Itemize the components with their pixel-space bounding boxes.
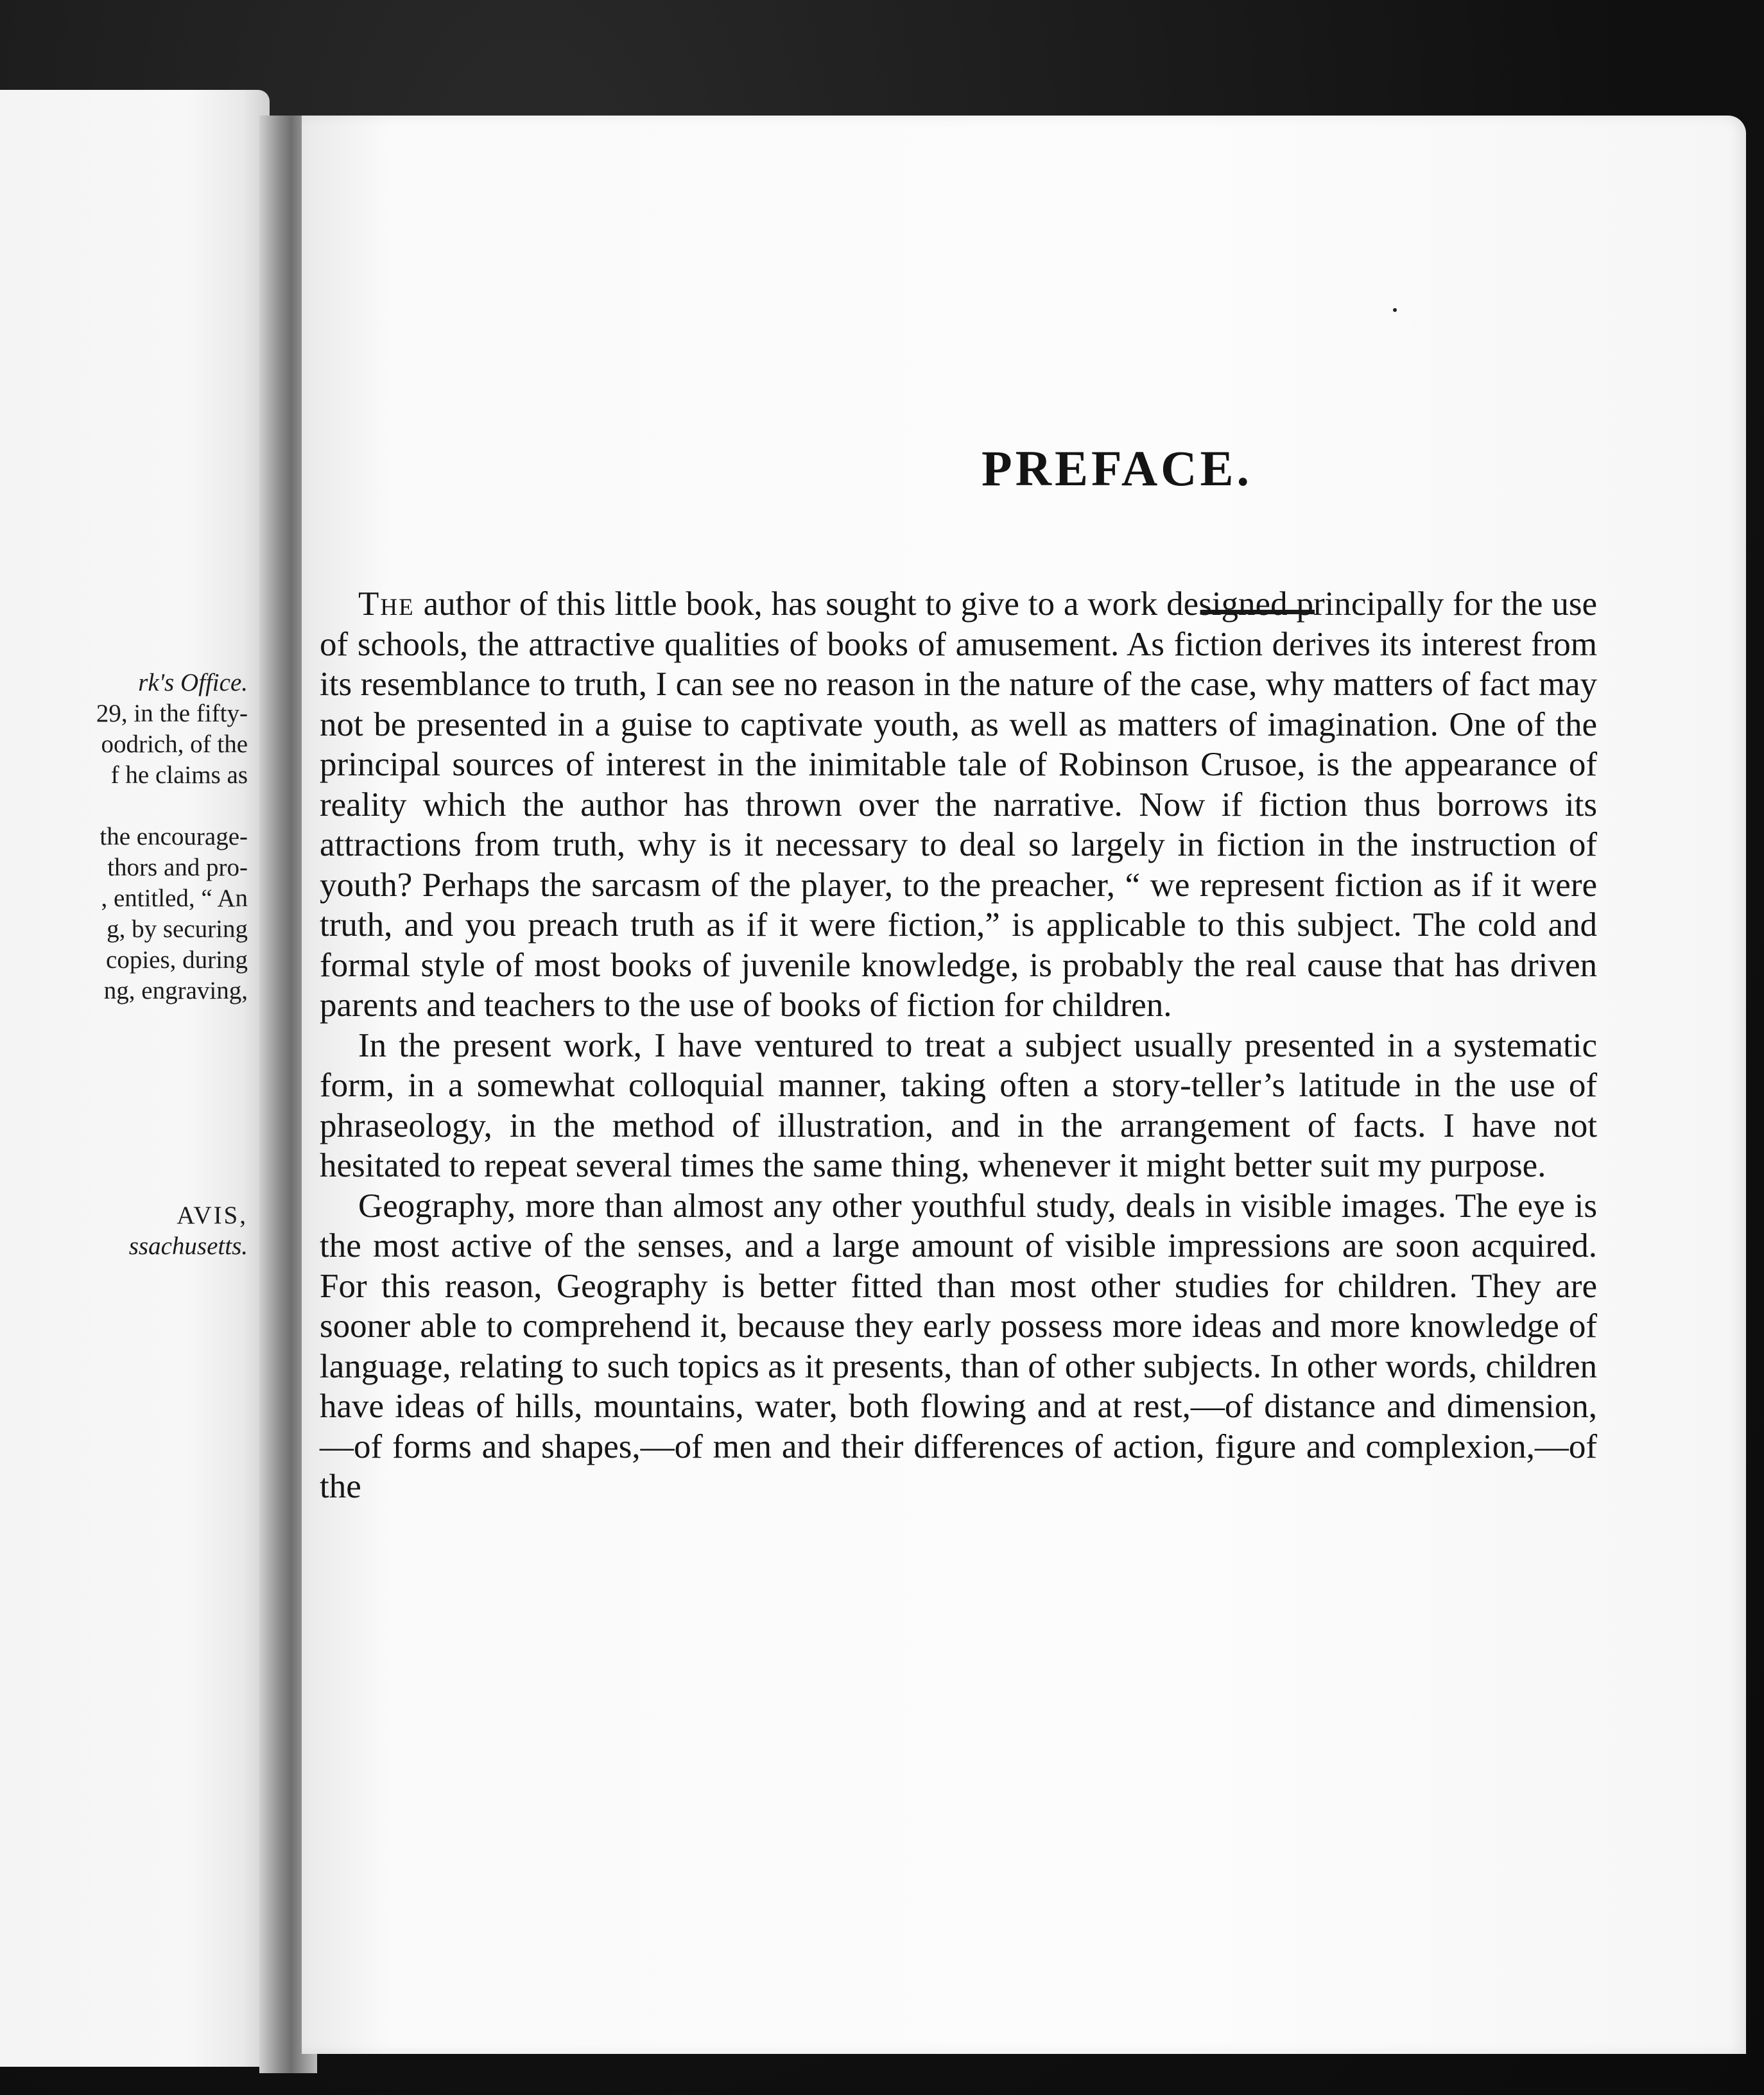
left-line: f he claims as <box>110 761 248 789</box>
paragraph-text: author of this little book, has sought to give to a work designed principally for the use of schools, the attractive qualities of books of amusement. As fiction derives its interest from its resemblance to truth, I can see no reason in the nature of the case, why matters of fact may not be presented in a guise to captivate youth, as well as matters of imagination. One of the principal sources of interest in the inimitable tale of Robinson Crusoe, is the appearance of reality which the author has thrown over the narrative. Now if fiction thus borrows its attractions from truth, why is it necessary to deal so largely in fiction in the instruction of youth? Perhaps the sarcasm of the player, to the preacher, “ we represent fiction as if it were truth, and you preach truth as if it were fiction,” is applicable to this subject. The cold and formal style of most books of juvenile knowledge, is probably the real cause that has driven parents and teachers to the use of books of fiction for children. <box>320 585 1597 1024</box>
left-line: AVIS, <box>177 1202 248 1229</box>
left-facing-page <box>0 90 270 2067</box>
paragraph <box>320 1186 1597 1507</box>
page-title: PREFACE. <box>981 440 1253 496</box>
left-line: , entitled, “ An <box>101 884 248 912</box>
copyright-act-fragment <box>0 822 248 1006</box>
left-line: 29, in the fifty- <box>96 700 248 727</box>
left-line: thors and pro- <box>107 854 248 881</box>
ink-speck <box>1393 308 1397 312</box>
paragraph <box>320 584 1597 1026</box>
left-line: ng, engraving, <box>103 977 248 1004</box>
paragraph <box>320 1026 1597 1186</box>
left-line: oodrich, of the <box>101 730 248 758</box>
copyright-notice-fragment <box>0 668 248 791</box>
left-line: ssachusetts. <box>128 1232 248 1260</box>
left-line: copies, during <box>106 946 248 974</box>
paragraph-text: Geography, more than almost any other youthful study, deals in visible images. The eye is the most active of the senses, and a large amount of visible impressions are soon acquired. For this reason, Geography is better fitted than most other studies for children. They are sooner able to comprehend it, because they early possess more ideas and more knowledge of language, relating to such topics as it presents, than of other subjects. In other words, children have ideas of hills, mountains, water, both flowing and at rest,—of distance and dimension,—of forms and shapes,—of men and their differences of action, figure and complexion,—of the <box>320 1187 1597 1505</box>
left-line: rk's Office. <box>138 669 248 696</box>
paragraph-lead-word: The <box>358 585 415 623</box>
paragraph-text: In the present work, I have ventured to treat a subject usually presented in a systematic form, in a somewhat colloquial manner, taking often a story-teller’s latitude in the use of phraseology, in the method of illustration, and in the arrangement of facts. I have not hesitated to repeat several times the same thing, whenever it might better suit my purpose. <box>320 1026 1597 1184</box>
left-line: the encourage- <box>99 823 248 850</box>
preface-body <box>320 584 1597 1507</box>
left-line: g, by securing <box>107 915 248 943</box>
clerk-signature-fragment <box>0 1200 248 1262</box>
